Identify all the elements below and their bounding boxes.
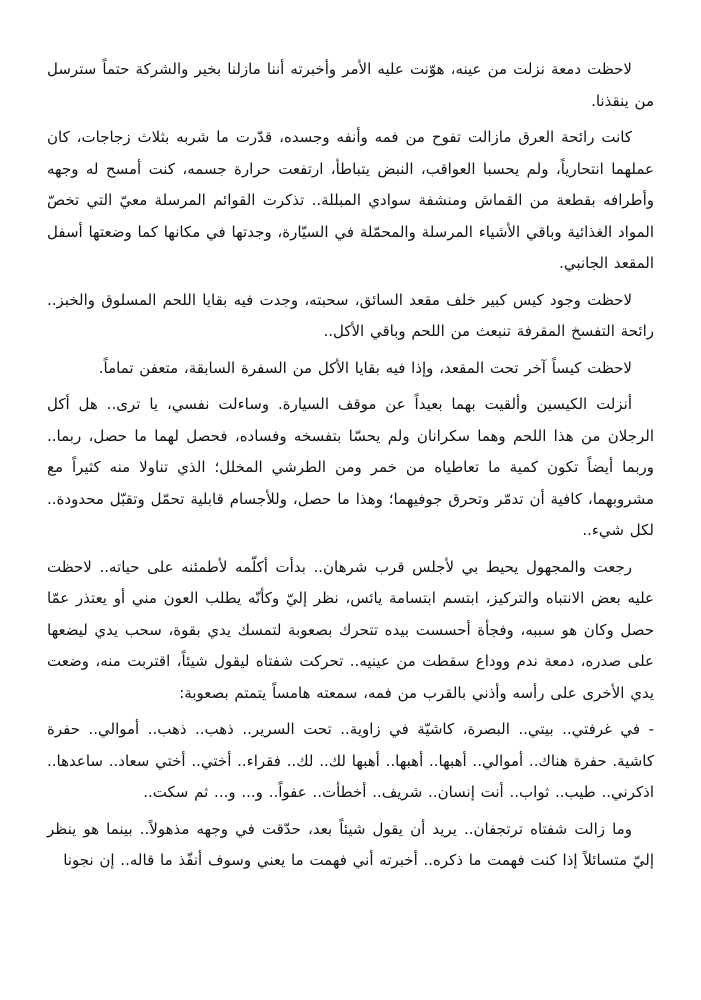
paragraph-4: لاحظت كيساً آخر تحت المقعد، وإذا فيه بقايا الأكل من السفرة السابقة، متعفن تماماً. xyxy=(98,358,632,377)
paragraph-7-whisper: - في غرفتي.. بيتي.. البصرة، كاشيّة في زاوية.. تحت السرير.. ذهب.. ذهب.. أموالي.. حفرة كاشية. حفرة هناك.. أموالي.. أهبها.. أهبها.. أهبها لك.. لك.. فقراء.. أختي.. أختي سعاد.. ساعدها.. اذكرني.. طيب.. ثواب.. أنت إنسان.. شريف.. أخطأت.. عفواً.. و... و... ثم سكت.. xyxy=(47,720,654,801)
paragraph-2: كانت رائحة العرق مازالت تفوح من فمه وأنفه وجسده، قدّرت ما شربه بثلاث زجاجات، كان عملهما انتحارياً، ولم يحسبا العواقب، النبض يتباطأ، ارتفعت حرارة جسمه، كنت أمسح له وجهه وأطرافه بقطعة من القماش ومنشفة سوادي المبللة.. تذكرت القوائم المرسلة معيّ التي تخصّ المواد الغذائية وباقي الأشياء المرسلة والمحمّلة في السيّارة، وجدتها في مكانها كما وضعتها أسفل المقعد الجانبي. xyxy=(47,128,654,272)
paragraph-1: لاحظت دمعة نزلت من عينه، هوّنت عليه الأمر وأخبرته أننا مازلنا بخير والشركة حتماً سترسل من ينقذنا. xyxy=(47,60,654,110)
paragraph-6: رجعت والمجهول يحيط بي لأجلس قرب شرهان.. بدأت أكلّمه لأطمئنه على حياته.. لاحظت عليه بعض الانتباه والتركيز، ابتسم ابتسامة يائس، نظر إليّ وكأنّه يطلب العون مني أو يعتذر عمّا حصل وكان هو سببه، وفجأة أحسست بيده تتحرك بصعوبة لتمسك يدي بقوة، سحب يدي ليضعها على صدره، دمعة ندم ووداع سقطت من عينيه.. تحركت شفتاه ليقول شيئاً، اقتربت منه، وضعت يدي الأخرى على رأسه وأذني بالقرب من فمه، سمعته هامساً يتمتم بصعوبة: xyxy=(47,557,654,702)
paragraph-5: أنزلت الكيسين وألقيت بهما بعيداً عن موقف السيارة. وساءلت نفسي، يا ترى.. هل أكل الرجلان من هذا اللحم وهما سكرانان ولم يحسّا بتفسخه وفساده، فحصل لهما ما حصل، ربما.. وربما أيضاً تكون كمية ما تعاطياه من خمر ومن الطرشي المخلل؛ الذي تناولا منه كثيراً مع مشروبهما، كافية أن تدمّر وتحرق جوفيهما؛ وهذا ما حصل، وللأجسام قابلية تحمّل وتقبّل محدودة.. لكل شيء.. xyxy=(47,395,654,539)
paragraph-8: وما زالت شفتاه ترتجفان.. يريد أن يقول شيئاً بعد، حدّقت في وجهه مذهولاً.. بينما هو ينظر إليّ متسائلاً إذا كنت فهمت ما ذكره.. أخبرته أني فهمت ما يعني وسوف أنفّذ ما قاله.. إن نجونا xyxy=(47,819,654,869)
paragraph-3: لاحظت وجود كيس كبير خلف مقعد السائق، سحبته، وجدت فيه بقايا اللحم المسلوق والخبز.. رائحة التفسخ المقرفة تنبعث من اللحم وباقي الأكل.. xyxy=(47,290,654,340)
